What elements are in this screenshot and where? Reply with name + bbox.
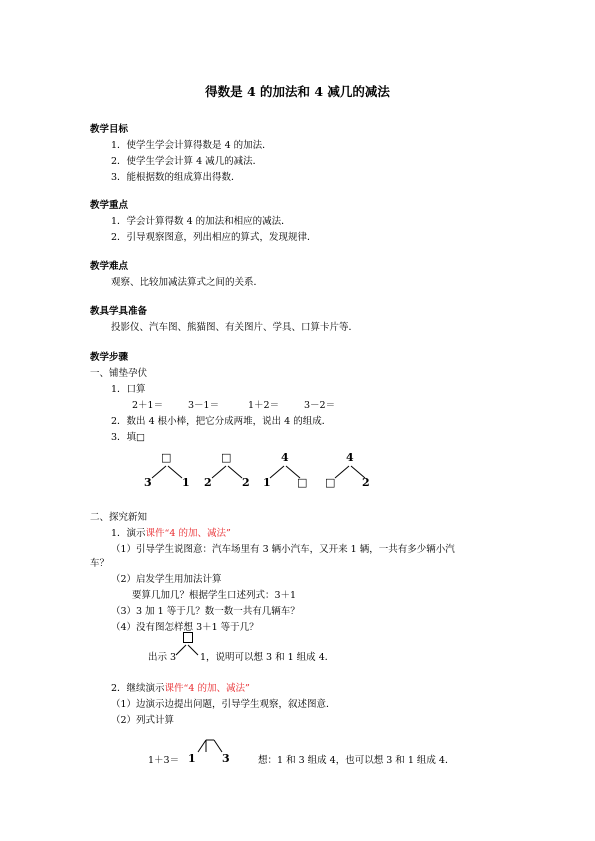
tree-top: □ <box>221 451 232 464</box>
key-point-item: 1．学会计算得数 4 的加法和相应的减法． <box>111 216 291 227</box>
tree-left: □ <box>325 476 336 489</box>
oral-expr: 2＋1＝ <box>132 400 164 411</box>
demo-1-b: （2）启发学生用加法计算 <box>111 574 222 585</box>
eq-text: 想：1 和 3 组成 4，也可以想 3 和 1 组成 4． <box>258 755 455 766</box>
tree-right: 2 <box>362 476 370 489</box>
goals-heading: 教学目标 <box>90 124 129 135</box>
demo-2-b: （2）列式计算 <box>111 715 175 726</box>
demo-1-line <box>111 528 231 540</box>
tree-top: 4 <box>281 451 289 464</box>
show-text: ，说明可以想 3 和 1 组成 4． <box>206 652 335 663</box>
materials-heading: 教具学具准备 <box>90 306 148 317</box>
tree-left: 2 <box>204 476 212 489</box>
demo-1-d: （4）没有图怎样想 3＋1 等于几？ <box>111 622 259 633</box>
steps-heading: 教学步骤 <box>90 352 129 363</box>
tree-right: 2 <box>242 476 250 489</box>
tree-top: □ <box>161 451 172 464</box>
demo-1-a-cont: 车？ <box>90 558 110 569</box>
demo-2-line <box>111 683 250 695</box>
part2-title: 二、探究新知 <box>90 512 148 523</box>
equation: 1＋3＝ <box>148 755 180 766</box>
oral-expr: 1＋2＝ <box>248 400 280 411</box>
show-left: 3 <box>170 652 177 663</box>
goal-item: 1．使学生学会计算得数是 4 的加法． <box>111 140 272 151</box>
materials-text: 投影仪、汽车图、熊猫图、有关图片、学具、口算卡片等． <box>111 322 359 333</box>
courseware-link[interactable]: 课件“4 的加、减法” <box>164 683 250 694</box>
goal-item: 3．能根据数的组成算出得数． <box>111 172 241 183</box>
tree-right: □ <box>297 476 308 489</box>
demo-1-prefix: 1．演示 <box>111 528 146 539</box>
key-points-heading: 教学重点 <box>90 200 129 211</box>
oral-expr: 3－2＝ <box>304 400 336 411</box>
goal-item: 2．使学生学会计算 4 减几的减法． <box>111 156 263 167</box>
difficulty-text: 观察、比较加减法算式之间的关系． <box>111 277 264 288</box>
eq-tree-right: 3 <box>222 752 230 765</box>
sticks-item: 2．数出 4 根小棒，把它分成两堆，说出 4 的组成． <box>111 416 332 427</box>
blank-box <box>183 632 193 643</box>
show-prefix: 出示 <box>148 652 168 663</box>
page-title: 得数是 4 的加法和 4 减几的减法 <box>205 84 390 99</box>
demo-2-prefix: 2．继续演示 <box>111 683 165 694</box>
eq-tree-left: 1 <box>188 752 196 765</box>
demo-1-a: （1）引导学生说图意：汽车场里有 3 辆小汽车，又开来 1 辆，一共有多少辆小汽 <box>111 544 455 555</box>
tree-left: 1 <box>263 476 271 489</box>
demo-1-c: （3）3 加 1 等于几？数一数一共有几辆车？ <box>111 606 300 617</box>
demo-2-a: （1）边演示边提出问题，引导学生观察，叙述图意． <box>111 699 336 710</box>
show-right: 1 <box>200 652 207 663</box>
demo-1-b-detail: 要算几加几？根据学生口述列式：3＋1 <box>132 590 297 601</box>
tree-right: 1 <box>182 476 190 489</box>
difficulty-heading: 教学难点 <box>90 261 129 272</box>
key-point-item: 2．引导观察图意，列出相应的算式，发现规律． <box>111 232 317 243</box>
courseware-link[interactable]: 课件“4 的加、减法” <box>145 528 231 539</box>
oral-item: 1．口算 <box>111 384 146 395</box>
tree-top: 4 <box>346 451 354 464</box>
fill-item: 3．填□ <box>111 432 146 443</box>
part1-title: 一、铺垫孕伏 <box>90 368 148 379</box>
tree-left: 3 <box>144 476 152 489</box>
oral-expr: 3－1＝ <box>188 400 220 411</box>
